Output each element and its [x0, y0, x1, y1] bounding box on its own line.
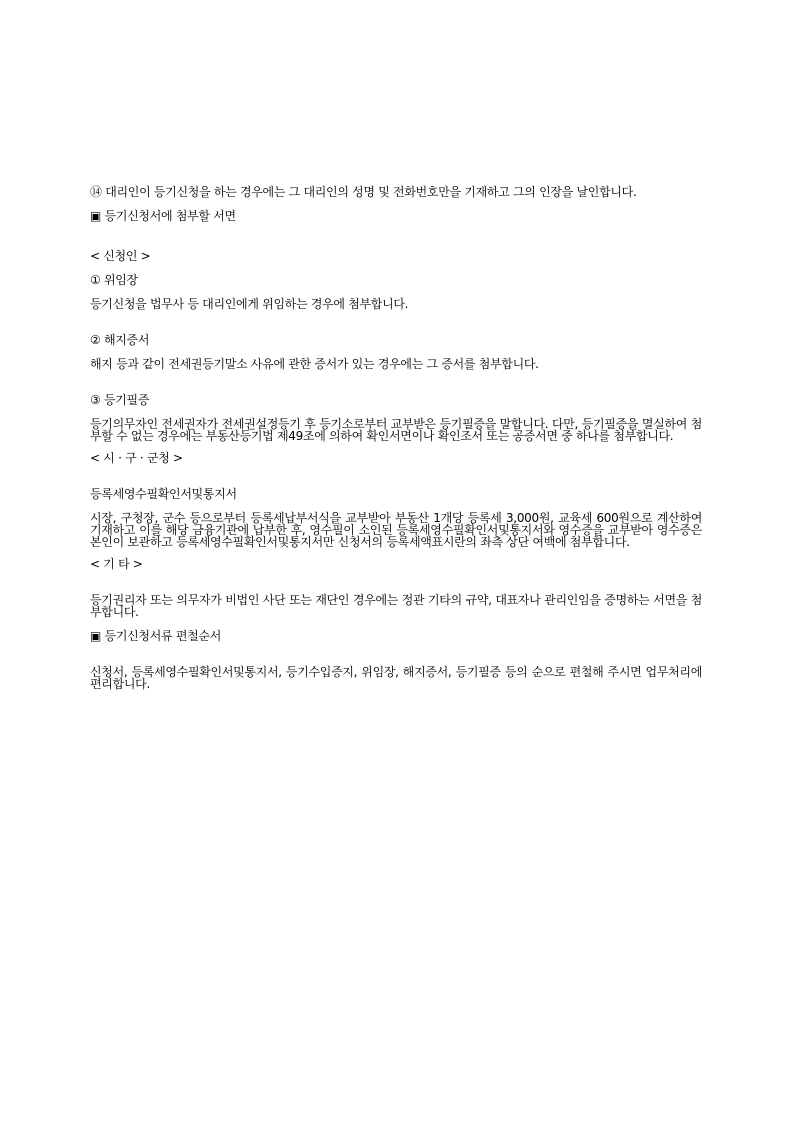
- city-office-subheading: < 시 · 구 · 군청 >: [90, 451, 183, 465]
- termination-deed-title: ② 해지증서: [90, 333, 150, 347]
- document-page: [90, 186, 702, 690]
- others-subheading: < 기 타 >: [90, 557, 143, 571]
- registration-tax-receipt-text: 시장, 구청장, 군수 등으로부터 등록세납부서식을 교부받아 부동산 1개당 등록세 3,000원, 교육세 600원으로 계산하여 기재하고 이를 해당 금융기관에 납부한 후, 영수필이 소인된 등록세영수필확인서및통지서와 영수증을 교부받아 영수증은 본인이 보관하고 등록세영수필확인서및통지서만 신청서의 등록세액표시란의 좌측 상단 여백에 첨부합니다.: [90, 511, 702, 549]
- attachments-heading: ▣ 등기신청서에 첨부할 서면: [90, 209, 236, 223]
- power-of-attorney-title: ① 위임장: [90, 273, 138, 287]
- applicant-subheading: < 신청인 >: [90, 249, 151, 263]
- filing-order-heading: ▣ 등기신청서류 편철순서: [90, 629, 221, 643]
- others-text: 등기권리자 또는 의무자가 비법인 사단 또는 재단인 경우에는 정관 기타의 규약, 대표자나 관리인임을 증명하는 서면을 첨부합니다.: [90, 593, 702, 619]
- registration-certificate-title: ③ 등기필증: [90, 393, 150, 407]
- registration-tax-receipt-title: 등록세영수필확인서및통지서: [90, 487, 237, 501]
- power-of-attorney-text: 등기신청을 법무사 등 대리인에게 위임하는 경우에 첨부합니다.: [90, 297, 409, 311]
- registration-certificate-text: 등기의무자인 전세권자가 전세권설정등기 후 등기소로부터 교부받은 등기필증을 말합니다. 다만, 등기필증을 멸실하여 첨부할 수 없는 경우에는 부동산등기법 제49조에 의하여 확인서면이나 확인조서 또는 공증서면 중 하나를 첨부합니다.: [90, 417, 702, 443]
- filing-order-text: 신청서, 등록세영수필확인서및통지서, 등기수입증지, 위임장, 해지증서, 등기필증 등의 순으로 편철해 주시면 업무처리에 편리합니다.: [90, 665, 702, 691]
- note-14-agent-paragraph: ⑭ 대리인이 등기신청을 하는 경우에는 그 대리인의 성명 및 전화번호만을 기재하고 그의 인장을 날인합니다.: [90, 185, 637, 199]
- termination-deed-text: 해지 등과 같이 전세권등기말소 사유에 관한 증서가 있는 경우에는 그 증서를 첨부합니다.: [90, 357, 539, 371]
